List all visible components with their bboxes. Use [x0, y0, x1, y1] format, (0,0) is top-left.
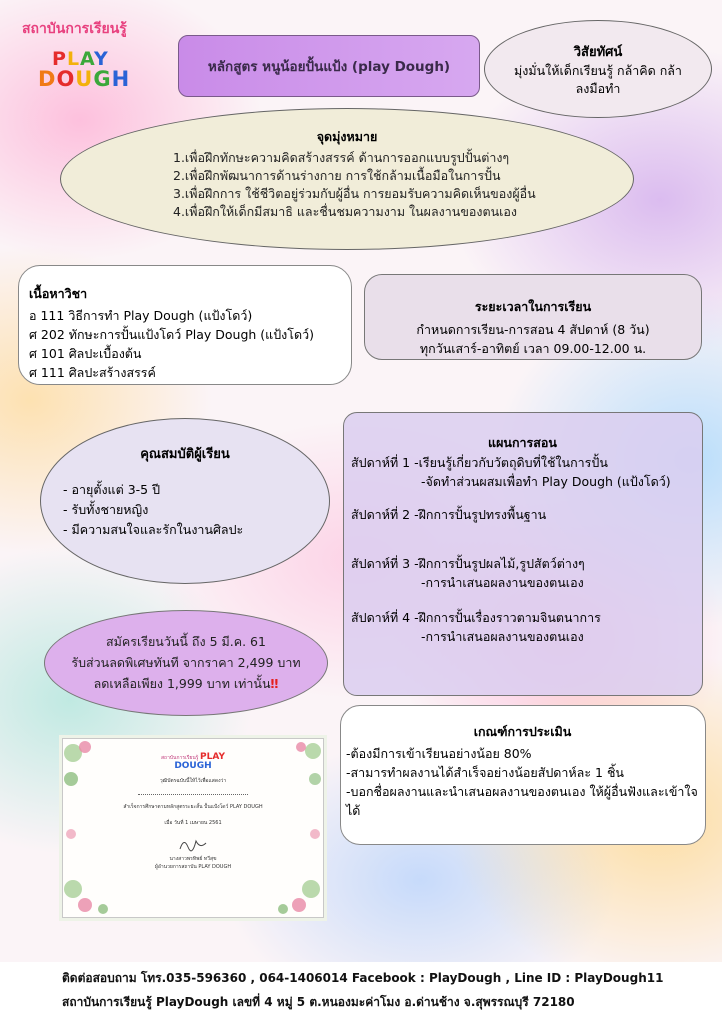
goals-title: จุดมุ่งหมาย [316, 129, 378, 144]
content-title: เนื้อหาวิชา [29, 286, 88, 301]
duration-title: ระยะเวลาในการเรียน [474, 299, 592, 314]
brand-name: สถาบันการเรียนรู้ [22, 21, 127, 37]
cert-logo: PLAY DOUGH [174, 752, 225, 771]
vision-text: มุ่งมั่นให้เด็กเรียนรู้ กล้าคิด กล้าลงมือทำ [514, 63, 682, 96]
promo-line-3-wrap [45, 673, 327, 694]
cert-body-text: สำเร็จการศึกษาตามหลักสูตรระยะสั้น ปั้นแป้งโดว์ PLAY DOUGH [123, 804, 263, 810]
evaluation-title: เกณฑ์การประเมิน [473, 724, 572, 739]
plan-week-3: สัปดาห์ที่ 3 -ฝึกการปั้นรูปผลไม้,รูปสัตว์ต่างๆ [351, 556, 585, 571]
plan-week-4: สัปดาห์ที่ 4 -ฝึกการปั้นเรื่องราวตามจินตนาการ [351, 610, 601, 625]
certificate-body [77, 747, 309, 911]
duration-box [364, 274, 702, 360]
evaluation-box [340, 705, 706, 845]
footer-address: สถาบันการเรียนรู้ PlayDough เลขที่ 4 หมู่ 5 ต.หนองมะค่าโมง อ.ด่านช้าง จ.สุพรรณบุรี 72180 [62, 995, 575, 1009]
evaluation-item: -ต้องมีการเข้าเรียนอย่างน้อย 80% [346, 746, 532, 761]
plan-week-3-sub: -การนำเสนอผลงานของตนเอง [421, 575, 584, 590]
cert-name-line [138, 793, 248, 795]
playdough-logo [38, 50, 148, 94]
content-item: ศ 101 ศิลปะเบื้องต้น [29, 346, 142, 361]
promotion-bubble [44, 610, 328, 716]
evaluation-item: -บอกชื่อผลงานและนำเสนอผลงานของตนเอง ให้ผู้อื่นฟังและเข้าใจได้ [346, 784, 698, 818]
cert-position: ผู้อำนวยการสถาบัน PLAY DOUGH [154, 864, 232, 870]
signature-icon [178, 835, 208, 853]
logo-line-2: DOUGH [38, 67, 131, 91]
qualification-item: - อายุตั้งแต่ 3-5 ปี [63, 482, 161, 497]
plan-week-2: สัปดาห์ที่ 2 -ฝึกการปั้นรูปทรงพื้นฐาน [351, 507, 547, 522]
cert-heading: วุฒิบัตรฉบับนี้ให้ไว้เพื่อแสดงว่า [159, 778, 227, 784]
content-item: อ 111 วิธีการทำ Play Dough (แป้งโดว์) [29, 308, 253, 323]
plan-week-1-sub: -จัดทำส่วนผสมเพื่อทำ Play Dough (แป้งโดว์) [421, 474, 671, 489]
content-item: ศ 111 ศิลปะสร้างสรรค์ [29, 365, 156, 380]
cert-brand: สถาบันการเรียนรู้ [161, 755, 199, 761]
qualification-title: คุณสมบัติผู้เรียน [140, 447, 230, 462]
plan-week-4-sub: -การนำเสนอผลงานของตนเอง [421, 629, 584, 644]
course-title: หลักสูตร หนูน้อยปั้นแป้ง (play Dough) [207, 59, 451, 75]
qualification-item: - มีความสนใจและรักในงานศิลปะ [63, 522, 244, 537]
goal-item: 3.เพื่อฝึกการ ใช้ชีวิตอยู่ร่วมกับผู้อื่น การยอมรับความคิดเห็นของผู้อื่น [173, 186, 536, 201]
teaching-plan-box [343, 412, 703, 696]
duration-line-2: ทุกวันเสาร์-อาทิตย์ เวลา 09.00-12.00 น. [419, 341, 647, 356]
certificate-image [62, 738, 324, 918]
promo-line-1: สมัครเรียนวันนี้ ถึง 5 มี.ค. 61 [106, 634, 266, 649]
goal-item: 1.เพื่อฝึกทักษะความคิดสร้างสรรค์ ด้านการออกแบบรูปปั้นต่างๆ [173, 150, 510, 165]
cert-date: เมื่อ วันที่ 1 เมษายน 2561 [164, 820, 222, 826]
content-box [18, 265, 352, 385]
duration-line-1: กำหนดการเรียน-การสอน 4 สัปดาห์ (8 วัน) [416, 322, 650, 337]
cert-signer: นางสาวพรทิพย์ ทวีสุข [169, 856, 217, 862]
goal-item: 4.เพื่อฝึกให้เด็กมีสมาธิ และชื่นชมความงาม ในผลงานของตนเอง [173, 204, 518, 219]
vision-bubble [484, 20, 712, 118]
course-title-box [178, 35, 480, 97]
goals-bubble [60, 108, 634, 250]
goal-item: 2.เพื่อฝึกพัฒนาการด้านร่างกาย การใช้กล้ามเนื้อมือในการปั้น [173, 168, 501, 183]
qualification-item: - รับทั้งชายหญิง [63, 502, 149, 517]
content-item: ศ 202 ทักษะการปั้นแป้งโดว์ Play Dough (แป้งโดว์) [29, 327, 314, 342]
footer [0, 962, 722, 1024]
double-exclamation-icon: ‼ [270, 676, 279, 691]
vision-title: วิสัยทัศน์ [573, 45, 623, 60]
promo-line-3: ลดเหลือเพียง 1,999 บาท เท่านั้น [93, 676, 271, 691]
footer-contact: ติดต่อสอบถาม โทร.035-596360 , 064-1406014 Facebook : PlayDough , Line ID : PlayDough11 [62, 971, 664, 985]
qualification-bubble [40, 418, 330, 584]
goals-list [61, 149, 633, 221]
evaluation-item: -สามารทำผลงานได้สำเร็จอย่างน้อยสัปดาห์ละ 1 ชิ้น [346, 765, 624, 780]
plan-week-1: สัปดาห์ที่ 1 -เรียนรู้เกี่ยวกับวัตถุดิบที่ใช้ในการปั้น [351, 455, 608, 470]
plan-title: แผนการสอน [488, 435, 557, 450]
logo-line-1: PLAY [52, 48, 109, 70]
promo-line-2: รับส่วนลดพิเศษทันที จากราคา 2,499 บาท [71, 655, 301, 670]
